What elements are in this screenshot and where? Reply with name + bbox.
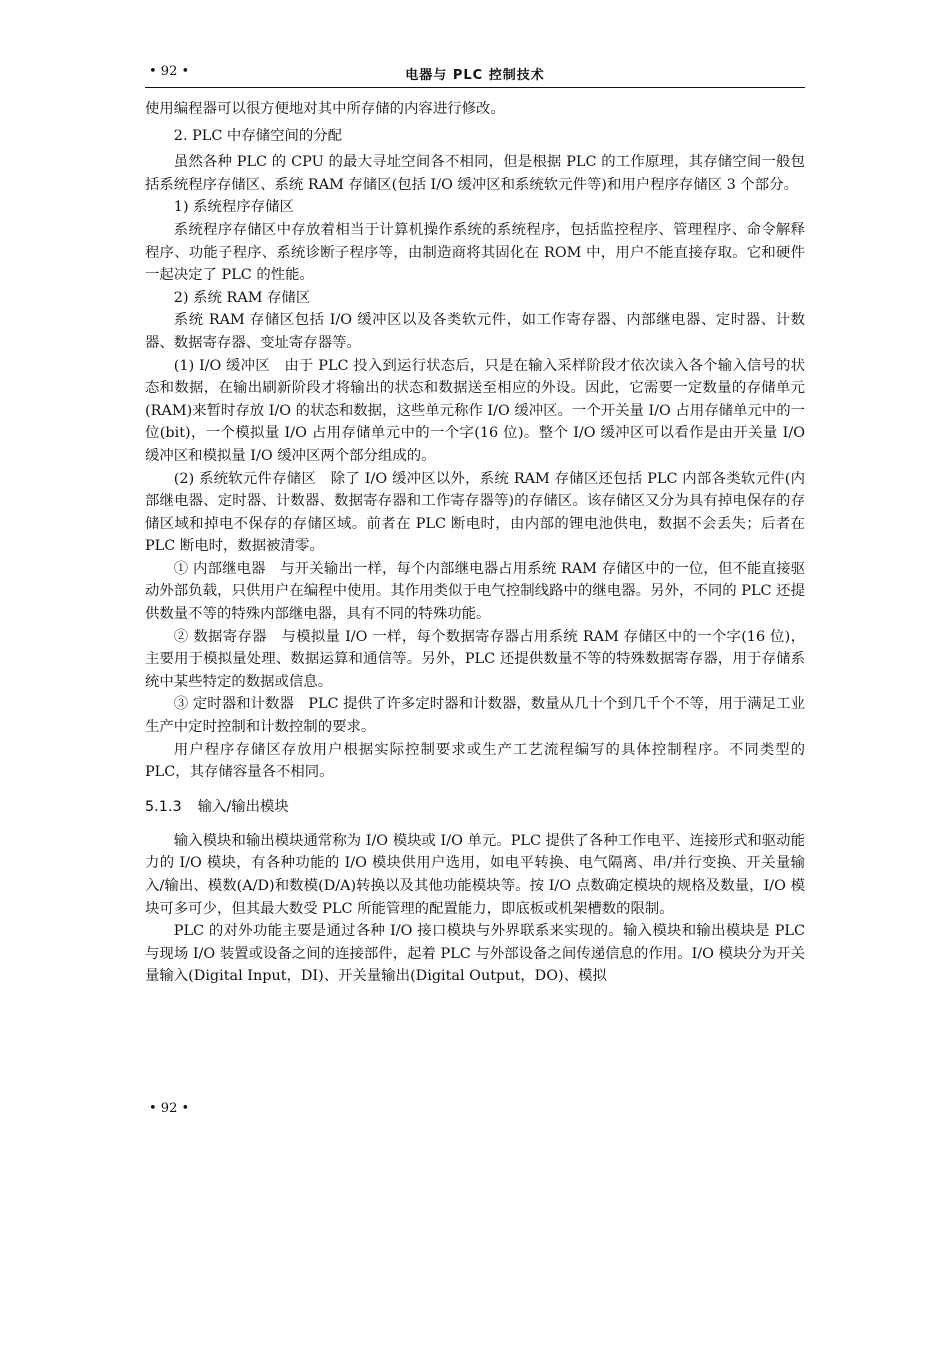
- item-heading: 2) 系统 RAM 存储区: [173, 289, 311, 306]
- subsection-heading: 2. PLC 中存储空间的分配: [173, 127, 343, 144]
- section-title: 输入/输出模块: [197, 798, 289, 815]
- paragraph: (1) I/O 缓冲区 由于 PLC 投入到运行状态后，只是在输入采样阶段才依次读入各个输入信号的状态和数据，在输出刷新阶段才将输出的状态和数据送至相应的外设。因此，它需要一定数量的存储单元(RAM)来暂时存放 I/O 的状态和数据，这些单元称作 I/O 缓冲区。一个开关量 I/O 占用存储单元中的一位(bit)，一个模拟量 I/O 占用存储单元中的一个字(16 位)。整个 I/O 缓冲区可以看作是由开关量 I/O 缓冲区和模拟量 I/O 缓冲区两个部分组成的。: [145, 357, 805, 464]
- paragraph: 系统 RAM 存储区包括 I/O 缓冲区以及各类软元件，如工作寄存器、内部继电器、定时器、计数器、数据寄存器、变址寄存器等。: [145, 312, 805, 351]
- paragraph: PLC 的对外功能主要是通过各种 I/O 接口模块与外界联系来实现的。输入模块和输出模块是 PLC 与现场 I/O 装置或设备之间的连接部件，起着 PLC 与外部设备之间传递信息的作用。I/O 模块分为开关量输入(Digital Input，DI)、开关量输出(Digital Output，DO)、模拟: [145, 923, 805, 985]
- item-heading: 1) 系统程序存储区: [173, 199, 294, 216]
- paragraph: 系统程序存储区中存放着相当于计算机操作系统的系统程序，包括监控程序、管理程序、命令解释程序、功能子程序、系统诊断子程序等，由制造商将其固化在 ROM 中，用户不能直接存取。它和硬件一起决定了 PLC 的性能。: [145, 221, 805, 284]
- paragraph: 用户程序存储区存放用户根据实际控制要求或生产工艺流程编写的具体控制程序。不同类型的 PLC，其存储容量各不相同。: [145, 741, 805, 781]
- page-body: [145, 98, 805, 988]
- paragraph: ② 数据寄存器 与模拟量 I/O 一样，每个数据寄存器占用系统 RAM 存储区中的一个字(16 位)，主要用于模拟量处理、数据运算和通信等。另外，PLC 还提供数量不等的特殊数据寄存器，用于存储系统中某些特定的数据或信息。: [145, 628, 805, 690]
- section-heading: [145, 796, 805, 818]
- section-number: 5.1.3: [145, 798, 182, 815]
- paragraph: ① 内部继电器 与开关输出一样，每个内部继电器占用系统 RAM 存储区中的一位，但不能直接驱动外部负载，只供用户在编程中使用。其作用类似于电气控制线路中的继电器。另外，不同的 PLC 还提供数量不等的特殊内部继电器，具有不同的特殊功能。: [145, 560, 805, 623]
- paragraph: 输入模块和输出模块通常称为 I/O 模块或 I/O 单元。PLC 提供了各种工作电平、连接形式和驱动能力的 I/O 模块，有各种功能的 I/O 模块供用户选用，如电平转换、电气隔离、串/并行变换、开关量输入/输出、模数(A/D)和数模(D/A)转换以及其他功能模块等。按 I/O 点数确定模块的规格及数量，I/O 模块可多可少，但其最大数受 PLC 所能管理的配置能力，即底板或机架槽数的限制。: [145, 832, 805, 917]
- paragraph: ③ 定时器和计数器 PLC 提供了许多定时器和计数器，数量从几十个到几千个不等，用于满足工业生产中定时控制和计数控制的要求。: [145, 696, 805, 736]
- running-header: [145, 64, 805, 86]
- header-rule: [145, 87, 805, 88]
- paragraph: (2) 系统软元件存储区 除了 I/O 缓冲区以外，系统 RAM 存储区还包括 PLC 内部各类软元件(内部继电器、定时器、计数器、数据寄存器和工作寄存器等)的存储区。该存储区又分为具有掉电保存的存储区域和掉电不保存的存储区域。前者在 PLC 断电时，由内部的锂电池供电，数据不会丢失；后者在 PLC 断电时，数据被清零。: [145, 470, 805, 555]
- paragraph: 虽然各种 PLC 的 CPU 的最大寻址空间各不相同，但是根据 PLC 的工作原理，其存储空间一般包括系统程序存储区、系统 RAM 存储区(包括 I/O 缓冲区和系统软元件等)和用户程序存储区 3 个部分。: [145, 154, 805, 193]
- header-page-number: • 92 •: [149, 64, 190, 79]
- paragraph-continued: 使用编程器可以很方便地对其中所存储的内容进行修改。: [145, 101, 505, 117]
- book-title: 电器与 PLC 控制技术: [405, 68, 545, 83]
- footer-page-number: • 92 •: [149, 1101, 190, 1116]
